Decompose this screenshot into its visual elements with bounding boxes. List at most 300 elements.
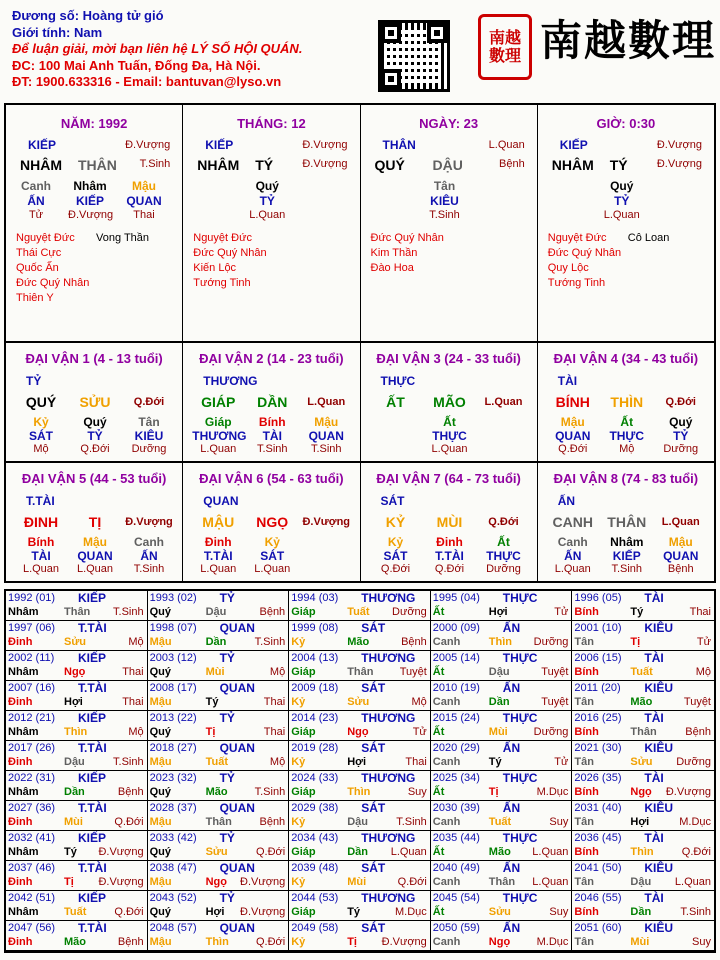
dai-van-hidden-2-1: T.Sinh: [256, 443, 288, 455]
year-stem: Nhâm: [8, 786, 39, 798]
year-branch: Thân: [64, 606, 91, 618]
star-item: Đào Hoa: [370, 262, 414, 274]
pillar-branch: DẬU: [432, 157, 463, 173]
dai-van-hidden-0-0: Giáp: [204, 415, 232, 429]
year-cell: [289, 831, 431, 861]
dai-van-hidden-1-1: T.TÀI: [435, 549, 464, 563]
dai-van-hidden-0-2: Tân: [138, 415, 160, 429]
year-god: THƯƠNG: [361, 771, 416, 785]
pillar-title: GIỜ: 0:30: [596, 116, 656, 131]
year-cell: [6, 591, 148, 621]
dai-van-branch: MÙI: [436, 514, 463, 530]
year-phase: T.Sinh: [254, 636, 286, 648]
pillar-3: [538, 105, 714, 341]
year-branch: Mùi: [64, 816, 83, 828]
year-god: THỰC: [502, 591, 538, 605]
star-item-2: Vong Thần: [96, 232, 150, 244]
year-branch: Thân: [488, 876, 516, 888]
dai-van-hidden-2-1: L.Quan: [431, 443, 468, 455]
year-god: QUAN: [219, 741, 255, 755]
year-stem: Nhâm: [8, 666, 39, 678]
dai-van-hidden-1-0: THƯƠNG: [192, 429, 247, 443]
pillar-hidden-2-1: L.Quan: [603, 209, 640, 221]
dai-van-god: T.TÀI: [26, 494, 55, 508]
dai-van-8: [538, 463, 714, 581]
year-label: 2014 (23): [291, 712, 339, 724]
year-label: 2011 (20): [574, 682, 621, 694]
year-branch: Mùi: [630, 936, 650, 948]
year-label: 2028 (37): [149, 802, 197, 814]
year-label: 2023 (32): [149, 772, 197, 784]
dai-van-hidden-1-2: ẤN: [140, 549, 158, 563]
year-branch: Tị: [630, 636, 641, 648]
year-phase: Thai: [405, 756, 427, 768]
year-label: 2001 (10): [574, 622, 622, 634]
dai-van-row-2: [4, 463, 716, 583]
year-cell: [431, 861, 573, 891]
year-god: QUAN: [219, 621, 255, 635]
dai-van-phase: L.Quan: [661, 516, 700, 528]
year-cell: [572, 831, 714, 861]
year-phase: Tử: [696, 636, 711, 648]
year-phase: L.Quan: [390, 846, 427, 858]
year-stem: Mậu: [149, 636, 172, 648]
year-label: 2012 (21): [8, 712, 56, 724]
year-stem: Kỷ: [291, 876, 306, 888]
pillar-stars: [371, 231, 444, 276]
dai-van-god: TỶ: [26, 374, 42, 388]
year-label: 2004 (13): [291, 652, 339, 664]
year-label: 2016 (25): [574, 712, 622, 724]
year-branch: Tý: [64, 846, 77, 858]
pillar-stem: NHÂM: [20, 157, 62, 173]
year-god: ẤN: [502, 801, 521, 815]
year-phase: M.Dục: [536, 786, 569, 798]
dai-van-title: ĐẠI VẬN 3 (24 - 33 tuổi): [376, 351, 521, 366]
year-phase: Thai: [263, 726, 286, 738]
year-god: TỶ: [219, 591, 235, 605]
dai-van-hidden-1-0: SÁT: [383, 549, 408, 563]
pillar-hidden-2-1: L.Quan: [249, 209, 286, 221]
year-phase: Q.Đới: [681, 846, 711, 858]
pillar-top-phase: Đ.Vượng: [125, 139, 171, 151]
year-phase: Suy: [692, 936, 711, 948]
year-label: 1995 (04): [432, 592, 480, 604]
year-label: 2010 (19): [432, 682, 480, 694]
year-branch: Thìn: [630, 846, 654, 858]
dai-van-stem: BÍNH: [555, 394, 590, 410]
year-cell: [289, 591, 431, 621]
year-cell: [572, 621, 714, 651]
dai-van-phase: L.Quan: [484, 396, 523, 408]
dai-van-hidden-2-1: Q.Đới: [434, 563, 465, 575]
dai-van-hidden-0-1: Kỷ: [264, 535, 280, 549]
dai-van-hidden-0-1: Mậu: [83, 535, 107, 549]
year-stem: Nhâm: [8, 606, 39, 618]
dai-van-god: THƯƠNG: [203, 374, 258, 388]
dai-van-hidden-0-0: Bính: [27, 535, 55, 549]
year-god: KIẾP: [78, 651, 107, 665]
pillar-branch-phase: Đ.Vượng: [656, 158, 702, 170]
year-cell: [431, 621, 573, 651]
year-label: 2030 (39): [432, 802, 480, 814]
dai-van-god: TÀI: [557, 374, 578, 388]
year-label: 2003 (12): [149, 652, 197, 664]
year-stem: Canh: [432, 816, 461, 828]
year-label: 2019 (28): [291, 742, 339, 754]
dai-van-3: [361, 343, 538, 461]
year-cell: [6, 621, 148, 651]
dai-van-branch: DẦN: [257, 394, 288, 410]
year-god: TÀI: [644, 711, 664, 725]
year-stem: Ất: [432, 726, 445, 738]
pillar-title: THÁNG: 12: [237, 116, 306, 131]
dai-van-phase: Đ.Vượng: [125, 516, 173, 528]
year-god: QUAN: [219, 921, 255, 935]
year-phase: T.Sinh: [254, 786, 286, 798]
dai-van-hidden-2-0: L.Quan: [22, 563, 60, 575]
dai-van-hidden-2-2: Dưỡng: [486, 563, 521, 575]
year-god: KIÊU: [644, 801, 674, 815]
year-branch: Mão: [205, 786, 228, 798]
year-god: T.TÀI: [78, 801, 107, 815]
year-cell: [431, 771, 573, 801]
year-stem: Giáp: [291, 906, 316, 918]
year-stem: Tân: [574, 876, 594, 888]
year-god: SÁT: [361, 921, 386, 935]
year-label: 1999 (08): [291, 622, 339, 634]
pillar-top-god: KIẾP: [28, 138, 57, 152]
year-branch: Tuất: [205, 756, 228, 768]
year-stem: Ất: [432, 786, 445, 798]
year-branch: Dậu: [205, 606, 227, 618]
year-branch: Thân: [347, 666, 374, 678]
year-phase: Suy: [407, 786, 427, 798]
year-god: TÀI: [644, 891, 664, 905]
dai-van-hidden-1-1: SÁT: [260, 549, 285, 563]
dai-van-hidden-0-0: Mậu: [560, 415, 585, 429]
pillar-0: [6, 105, 183, 341]
year-cell: [6, 801, 148, 831]
pillar-stars: [16, 231, 89, 306]
year-stem: Giáp: [291, 666, 316, 678]
year-god: TÀI: [644, 591, 664, 605]
dai-van-hidden-0-1: Nhâm: [610, 535, 644, 549]
year-cell: [572, 921, 714, 951]
dai-van-hidden-0-0: Kỷ: [33, 415, 49, 429]
year-phase: Bệnh: [685, 726, 711, 738]
year-branch: Mùi: [488, 726, 508, 738]
year-phase: Q.Đới: [255, 846, 286, 858]
year-phase: Dưỡng: [533, 726, 569, 738]
year-cell: [431, 741, 573, 771]
year-label: 2031 (40): [574, 802, 622, 814]
year-label: 1994 (03): [291, 592, 339, 604]
star-item: Tướng Tinh: [547, 277, 606, 289]
year-cell: [431, 711, 573, 741]
dai-van-hidden-0-0: Đinh: [204, 535, 232, 549]
dai-van-hidden-2-2: Bệnh: [667, 563, 694, 575]
year-phase: Tử: [554, 606, 569, 618]
year-god: ẤN: [502, 741, 521, 755]
year-god: THƯƠNG: [361, 651, 416, 665]
year-cell: [148, 741, 290, 771]
year-cell: [148, 621, 290, 651]
pillar-hidden-0-1: Quý: [610, 179, 634, 193]
year-god: TỶ: [219, 891, 235, 905]
star-item: Đức Quý Nhân: [193, 247, 267, 259]
year-phase: Dưỡng: [533, 636, 569, 648]
year-god: KIẾP: [78, 711, 107, 725]
year-stem: Nhâm: [8, 906, 39, 918]
year-cell: [289, 741, 431, 771]
dai-van-branch: TỊ: [88, 514, 102, 530]
year-branch: Hợi: [205, 906, 225, 918]
year-phase: Đ.Vượng: [240, 906, 286, 918]
year-branch: Tuất: [630, 666, 653, 678]
year-branch: Sửu: [488, 906, 511, 918]
dai-van-hidden-0-0: Canh: [557, 535, 588, 549]
dai-van-title: ĐẠI VẬN 1 (4 - 13 tuổi): [25, 351, 163, 366]
dai-van-hidden-1-0: QUAN: [555, 429, 591, 443]
star-item: Nguyệt Đức: [16, 232, 75, 244]
year-stem: Tân: [574, 936, 594, 948]
year-branch: Thân: [205, 816, 232, 828]
pillar-hidden-2-1: T.Sinh: [429, 209, 460, 221]
year-stem: Kỷ: [291, 696, 306, 708]
dai-van-hidden-1-1: THỰC: [609, 429, 645, 443]
year-branch: Hợi: [347, 756, 367, 768]
pillar-top-god: THÂN: [382, 138, 416, 152]
dai-van-hidden-1-2: QUAN: [663, 549, 699, 563]
year-phase: Tử: [412, 726, 427, 738]
dai-van-phase: Q.Đới: [488, 516, 519, 528]
seal-stamp-icon: 南越 數理: [478, 14, 532, 80]
dai-van-hidden-2-0: Q.Đới: [558, 443, 588, 455]
year-phase: L.Quan: [532, 876, 569, 888]
year-label: 2027 (36): [8, 802, 56, 814]
year-cell: [289, 861, 431, 891]
year-label: 2018 (27): [149, 742, 197, 754]
year-cell: [431, 801, 573, 831]
star-item: Đức Quý Nhân: [547, 247, 622, 259]
pillar-branch: TÝ: [609, 157, 628, 173]
year-phase: Bệnh: [117, 936, 144, 948]
year-branch: Hợi: [64, 696, 83, 708]
contact-invite: Để luận giải, mời bạn liên hệ LÝ SỐ HỘI QUÁN.: [12, 41, 303, 56]
pillar-branch: TÝ: [255, 157, 274, 173]
year-god: SÁT: [361, 801, 386, 815]
year-branch: Tý: [630, 606, 644, 618]
year-cell: [6, 921, 148, 951]
year-label: 2036 (45): [574, 832, 622, 844]
year-stem: Bính: [574, 786, 599, 798]
dai-van-hidden-0-2: Ất: [497, 535, 510, 549]
dai-van-hidden-2-1: L.Quan: [76, 563, 114, 575]
pillar-stem: NHÂM: [197, 157, 240, 173]
dai-van-hidden-2-0: Mộ: [33, 443, 49, 455]
year-stem: Giáp: [291, 726, 316, 738]
year-label: 2034 (43): [291, 832, 339, 844]
year-branch: Dần: [630, 906, 652, 918]
year-stem: Nhâm: [8, 846, 39, 858]
year-label: 2005 (14): [432, 652, 480, 664]
year-phase: Mộ: [269, 666, 286, 678]
dai-van-hidden-2-0: L.Quan: [200, 563, 237, 575]
pillar-branch-phase: Đ.Vượng: [302, 158, 348, 170]
year-label: 2044 (53): [291, 892, 339, 904]
dai-van-title: ĐẠI VẬN 8 (74 - 83 tuổi): [553, 471, 699, 486]
year-stem: Nhâm: [8, 726, 39, 738]
year-phase: Bệnh: [259, 816, 286, 828]
year-stem: Mậu: [149, 756, 172, 768]
pillar-stars-2: [628, 231, 670, 246]
year-phase: Đ.Vượng: [665, 786, 711, 798]
year-branch: Tuất: [347, 606, 370, 618]
dai-van-stem: MẬU: [202, 514, 235, 530]
year-branch: Dậu: [630, 876, 652, 888]
year-god: THỰC: [502, 771, 538, 785]
year-label: 2039 (48): [291, 862, 339, 874]
year-cell: [289, 681, 431, 711]
dai-van-hidden-2-1: L.Quan: [254, 563, 291, 575]
dai-van-stem: KỶ: [385, 514, 406, 530]
dai-van-1: [6, 343, 183, 461]
dai-van-phase: L.Quan: [307, 396, 346, 408]
dai-van-hidden-0-1: Bính: [258, 415, 286, 429]
year-branch: Mão: [488, 846, 511, 858]
pillar-hidden-0-1: Nhâm: [73, 179, 107, 193]
year-branch: Hợi: [630, 816, 650, 828]
year-phase: Q.Đới: [114, 906, 144, 918]
dai-van-hidden-1-1: THỰC: [432, 429, 467, 443]
year-label: 2040 (49): [432, 862, 480, 874]
dai-van-stem: ĐINH: [23, 514, 59, 530]
year-label: 2043 (52): [149, 892, 197, 904]
dai-van-row-1: [4, 343, 716, 463]
year-stem: Canh: [432, 696, 461, 708]
dai-van-hidden-2-0: Q.Đới: [380, 563, 411, 575]
year-stem: Đinh: [8, 936, 33, 948]
year-phase: Dưỡng: [676, 756, 711, 768]
year-god: QUAN: [219, 861, 255, 875]
year-phase: Thai: [122, 696, 144, 708]
year-cell: [148, 651, 290, 681]
dai-van-hidden-1-0: TÀI: [31, 549, 51, 563]
year-cell: [431, 681, 573, 711]
yearly-luck-grid: [4, 589, 716, 953]
year-cell: [289, 651, 431, 681]
dai-van-stem: GIÁP: [201, 394, 236, 410]
dai-van-4: [538, 343, 714, 461]
pillar-hidden-0-1: Quý: [255, 179, 279, 193]
year-label: 2046 (55): [574, 892, 622, 904]
dai-van-hidden-2-0: L.Quan: [200, 443, 237, 455]
year-god: TỶ: [219, 651, 235, 665]
year-cell: [431, 831, 573, 861]
year-cell: [572, 651, 714, 681]
dai-van-stem: CANH: [552, 514, 593, 530]
year-phase: Suy: [549, 816, 569, 828]
year-branch: Dần: [347, 846, 368, 858]
year-branch: Dậu: [64, 756, 85, 768]
dai-van-hidden-2-1: Q.Đới: [80, 443, 110, 455]
year-stem: Đinh: [8, 756, 33, 768]
year-label: 2000 (09): [432, 622, 480, 634]
dai-van-branch: NGỌ: [256, 514, 289, 530]
address: ĐC: 100 Mai Anh Tuấn, Đống Đa, Hà Nội.: [12, 57, 261, 73]
year-branch: Ngọ: [64, 666, 86, 678]
year-stem: Tân: [574, 696, 594, 708]
pillar-hidden-1-1: TỶ: [259, 194, 275, 208]
year-label: 2048 (57): [149, 922, 197, 934]
year-phase: Dưỡng: [392, 606, 427, 618]
dai-van-branch: MÃO: [433, 394, 466, 410]
year-stem: Đinh: [8, 696, 33, 708]
pillar-branch: THÂN: [78, 157, 117, 173]
year-god: ẤN: [502, 861, 521, 875]
year-phase: Thai: [263, 696, 286, 708]
year-stem: Canh: [432, 756, 461, 768]
year-god: QUAN: [219, 681, 255, 695]
dai-van-title: ĐẠI VẬN 5 (44 - 53 tuổi): [21, 471, 167, 486]
year-branch: Mão: [347, 636, 370, 648]
year-stem: Ất: [432, 846, 445, 858]
year-phase: Mộ: [411, 696, 427, 708]
year-god: THƯƠNG: [361, 591, 416, 605]
dai-van-hidden-2-2: Dưỡng: [131, 443, 167, 455]
dai-van-hidden-0-1: Ất: [620, 415, 634, 429]
star-item: Đức Quý Nhân: [16, 277, 90, 289]
year-label: 2002 (11): [8, 652, 55, 664]
year-label: 2025 (34): [432, 772, 480, 784]
year-phase: Q.Đới: [255, 936, 286, 948]
year-branch: Ngọ: [347, 726, 369, 738]
year-stem: Bính: [574, 606, 599, 618]
year-phase: Mộ: [269, 756, 286, 768]
year-stem: Kỷ: [291, 816, 306, 828]
year-branch: Mão: [630, 696, 653, 708]
pillar-stem: QUÝ: [374, 157, 405, 173]
year-cell: [6, 891, 148, 921]
star-item: Tướng Tinh: [193, 277, 251, 289]
dai-van-hidden-1-2: QUAN: [308, 429, 344, 443]
year-label: 2024 (33): [291, 772, 339, 784]
year-label: 2032 (41): [8, 832, 56, 844]
year-stem: Bính: [574, 666, 599, 678]
dai-van-god: ẤN: [557, 494, 576, 508]
year-stem: Canh: [432, 636, 461, 648]
year-label: 2022 (31): [8, 772, 56, 784]
year-god: KIÊU: [644, 921, 674, 935]
year-stem: Tân: [574, 636, 594, 648]
year-god: T.TÀI: [78, 861, 107, 875]
dai-van-title: ĐẠI VẬN 2 (14 - 23 tuổi): [199, 351, 344, 366]
year-stem: Quý: [149, 726, 171, 738]
pillar-hidden-1-1: KIẾP: [75, 194, 104, 208]
year-phase: Tuyệt: [683, 696, 711, 708]
year-label: 1996 (05): [574, 592, 622, 604]
year-cell: [148, 681, 290, 711]
dai-van-god: QUAN: [203, 494, 239, 508]
year-stem: Ất: [432, 606, 445, 618]
year-god: QUAN: [219, 801, 255, 815]
year-god: SÁT: [361, 861, 386, 875]
year-god: KIẾP: [78, 891, 107, 905]
pillar-stars: [548, 231, 621, 291]
year-cell: [148, 831, 290, 861]
pillar-1: [183, 105, 360, 341]
